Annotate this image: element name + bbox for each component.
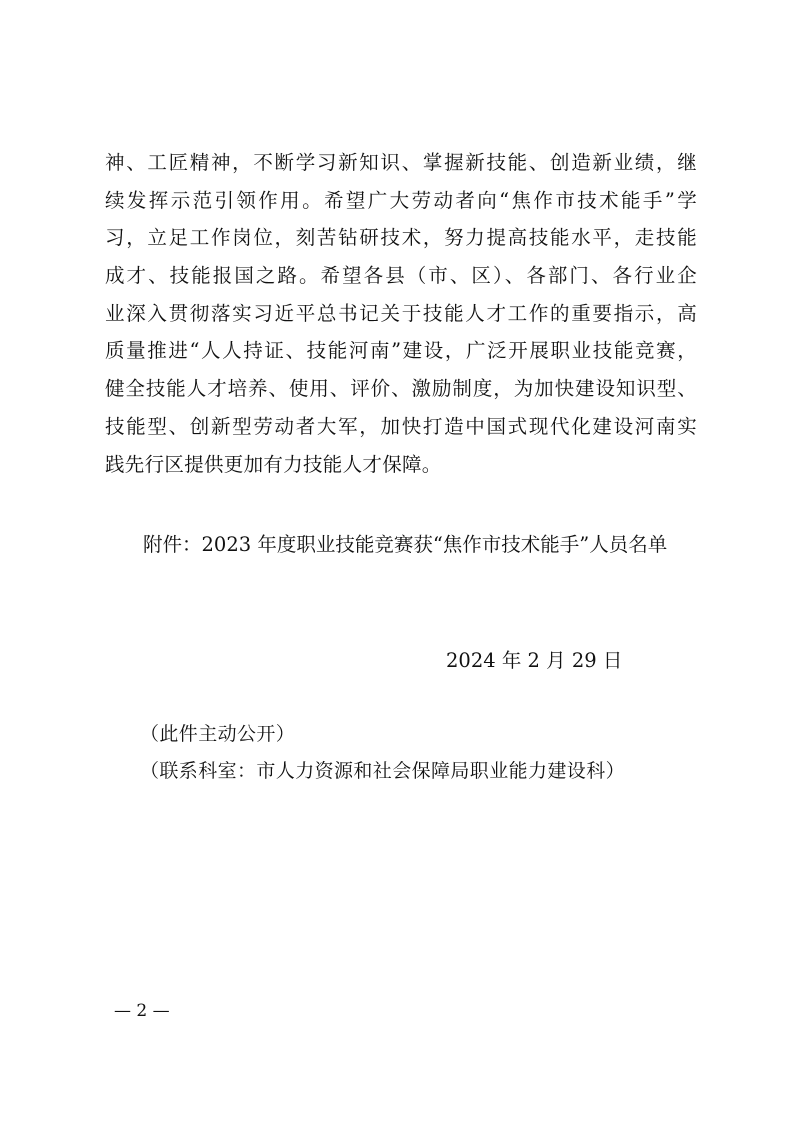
paragraph-line: 续发挥示范引领作用。希望广大劳动者向“焦作市技术能手”学 xyxy=(105,188,697,212)
paragraph-line: 神、工匠精神，不断学习新知识、掌握新技能、创造新业绩，继 xyxy=(105,151,697,174)
body-paragraph xyxy=(105,144,697,483)
attachment-line: 附件：2023 年度职业技能竞赛获“焦作市技术能手”人员名单 xyxy=(143,533,668,556)
paragraph-line: 业深入贯彻落实习近平总书记关于技能人才工作的重要指示，高 xyxy=(105,301,697,325)
document-date: 2024 年 2 月 29 日 xyxy=(446,649,623,672)
paragraph-line: 健全技能人才培养、使用、评价、激励制度，为加快建设知识型、 xyxy=(105,377,697,401)
page-number: — 2 — xyxy=(114,1001,170,1021)
paragraph-line: 技能型、创新型劳动者大军，加快打造中国式现代化建设河南实 xyxy=(105,414,697,438)
contact-note: （联系科室：市人力资源和社会保障局职业能力建设科） xyxy=(140,760,626,782)
paragraph-line: 习，立足工作岗位，刻苦钻研技术，努力提高技能水平，走技能 xyxy=(105,226,697,250)
disclosure-note: （此件主动公开） xyxy=(140,723,296,745)
paragraph-line: 成才、技能报国之路。希望各县（市、区）、各部门、各行业企 xyxy=(105,264,697,288)
paragraph-line: 践先行区提供更加有力技能人才保障。 xyxy=(105,452,442,476)
paragraph-line: 质量推进“人人持证、技能河南”建设，广泛开展职业技能竞赛， xyxy=(105,339,697,363)
